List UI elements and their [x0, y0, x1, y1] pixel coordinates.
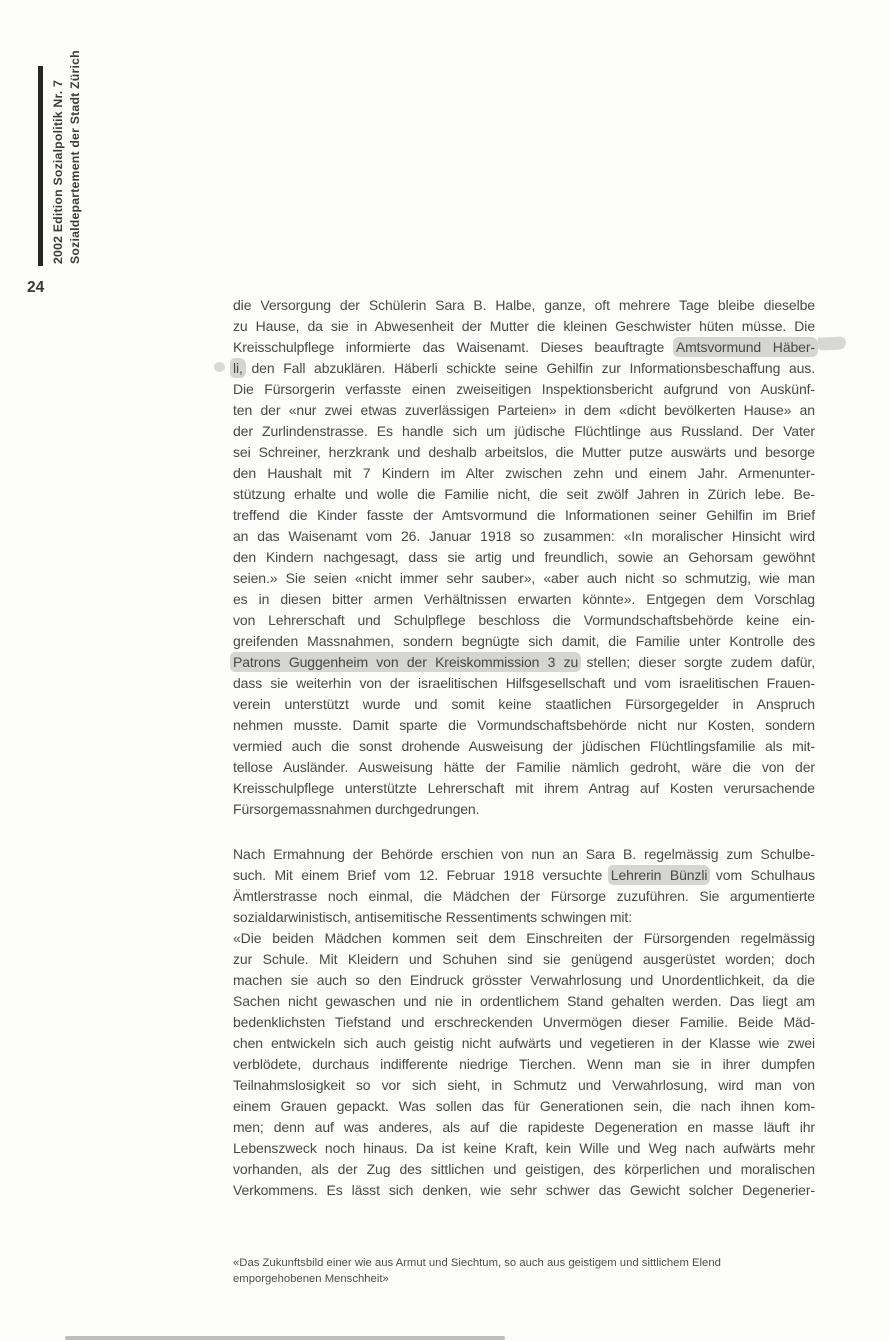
- text-segment: Sachen nicht gewaschen und nie in ordentlichem Stand gehalten werden. Das liegt am: [233, 993, 815, 1009]
- text-segment: einem Grauen gepackt. Was sollen das für Generationen sein, die nach ihnen kom-: [233, 1098, 815, 1114]
- text-line: [233, 547, 815, 568]
- highlighted-text: li,: [230, 358, 246, 378]
- text-segment: stützung erhalte und wolle die Familie nicht, die seit zwölf Jahren in Zürich lebe. Be-: [233, 486, 815, 502]
- text-line: [233, 505, 815, 526]
- text-line: [233, 1180, 815, 1201]
- text-segment: Kreisschulpflege informierte das Waisenamt. Dieses beauftragte: [233, 339, 676, 355]
- text-segment: zu Hause, da sie in Abwesenheit der Mutter die kleinen Geschwister hüten müsse. Die: [233, 318, 815, 334]
- text-line: [233, 799, 815, 820]
- text-segment: nehmen musste. Damit sparte die Vormundschaftsbehörde nicht nur Kosten, sondern: [233, 717, 815, 733]
- text-segment: tellose Ausländer. Ausweisung hätte der Familie nämlich gedroht, wäre die von der: [233, 759, 815, 775]
- text-line: [233, 991, 815, 1012]
- text-line: [233, 928, 815, 949]
- text-line: [233, 652, 815, 673]
- text-line: [233, 694, 815, 715]
- text-line: [233, 400, 815, 421]
- text-line: [233, 442, 815, 463]
- text-segment: Kreisschulpflege unterstützte Lehrerschaft mit ihrem Antrag auf Kosten verursachende: [233, 780, 815, 796]
- text-segment: die Versorgung der Schülerin Sara B. Halbe, ganze, oft mehrere Tage bleibe dieselbe: [233, 297, 815, 313]
- text-line: [233, 1117, 815, 1138]
- text-line: [233, 1096, 815, 1117]
- text-line: [233, 757, 815, 778]
- text-segment: sei Schreiner, herzkrank und deshalb arbeitslos, die Mutter putze auswärts und besorge: [233, 444, 815, 460]
- highlighted-text: Patrons Guggenheim von der Kreiskommission 3 zu: [230, 652, 581, 672]
- spine-rule: [38, 66, 43, 266]
- text-line: [233, 865, 815, 886]
- text-segment: bedenklichsten Tiefstand und erschreckenden Unvermögen dieser Familie. Beide Mäd-: [233, 1014, 815, 1030]
- highlighted-text: Amtsvormund Häber-: [673, 337, 818, 357]
- text-segment: der Zurlindenstrasse. Es handle sich um jüdische Flüchtlinge aus Russland. Der Vater: [233, 423, 815, 439]
- text-segment: an das Waisenamt vom 26. Januar 1918 so zusammen: «In moralischer Hinsicht wird: [233, 528, 815, 544]
- spine-line-department: Sozialdepartement der Stadt Zürich: [68, 50, 82, 264]
- text-segment: Verkommens. Es lässt sich denken, wie sehr schwer das Gewicht solcher Degenerier-: [233, 1182, 815, 1198]
- text-line: [233, 715, 815, 736]
- text-line: [233, 379, 815, 400]
- text-line: [233, 568, 815, 589]
- text-segment: Fürsorgemassnahmen durchgedrungen.: [233, 801, 480, 817]
- text-segment: verein unterstützt wurde und somit keine staatlichen Fürsorgegelder in Anspruch: [233, 696, 815, 712]
- text-line: [233, 949, 815, 970]
- text-segment: treffend die Kinder fasste der Amtsvormund die Informationen seiner Gehilfin im Brief: [233, 507, 815, 523]
- text-line: [233, 1033, 815, 1054]
- footnote: [233, 1256, 803, 1287]
- text-segment: zur Schule. Mit Kleidern und Schuhen sind sie genügend ausgerüstet worden; doch: [233, 951, 815, 967]
- text-segment: dass sie weiterhin von der israelitischen Hilfsgesellschaft und vom israelitischen Frauen-: [233, 675, 815, 691]
- text-line: [233, 1054, 815, 1075]
- text-segment: verblödete, durchaus indifferente niedrige Tierchen. Wenn man sie in ihrer dumpfen: [233, 1056, 815, 1072]
- text-segment: den Haushalt mit 7 Kindern im Alter zwischen zehn und einem Jahr. Armenunter-: [233, 465, 815, 481]
- text-line: [233, 907, 815, 928]
- text-line: [233, 1012, 815, 1033]
- text-segment: Die Fürsorgerin verfasste einen zweiseitigen Inspektionsbericht aufgrund von Auskünf-: [233, 381, 815, 397]
- text-segment: greifenden Massnahmen, sondern begnügte sich damit, die Familie unter Kontrolle des: [233, 633, 815, 649]
- text-line: [233, 1138, 815, 1159]
- text-line: [233, 610, 815, 631]
- footnote-line: «Das Zukunftsbild einer wie aus Armut und Siechtum, so auch aus geistigem und sittlichem Elend: [233, 1257, 721, 1269]
- text-line: [233, 631, 815, 652]
- text-segment: Nach Ermahnung der Behörde erschien von nun an Sara B. regelmässig zum Schulbe-: [233, 846, 815, 862]
- text-line: [233, 316, 815, 337]
- text-line: [233, 1159, 815, 1180]
- scan-edge-artifact: [65, 1336, 505, 1340]
- paragraph: [233, 844, 815, 1201]
- footnote-line: emporgehobenen Menschheit»: [233, 1272, 389, 1285]
- text-segment: Teilnahmslosigkeit so vor sich sieht, in Schmutz und Verwahrlosung, wird man von: [233, 1077, 815, 1093]
- text-line: [233, 589, 815, 610]
- text-segment: Lebenszweck noch hinaus. Da ist keine Kraft, kein Wille und Weg nach aufwärts mehr: [233, 1140, 815, 1156]
- text-segment: men; denn auf was anderes, als auf die rapideste Degeneration en masse läuft ihr: [233, 1119, 815, 1135]
- text-line: [233, 421, 815, 442]
- text-segment: such. Mit einem Brief vom 12. Februar 1918 versuchte: [233, 867, 611, 883]
- text-line: [233, 463, 815, 484]
- text-line: [233, 526, 815, 547]
- text-segment: den Kindern nachgesagt, dass sie artig und freundlich, sowie an Gehorsam gewöhnt: [233, 549, 815, 565]
- text-line: [233, 358, 815, 379]
- text-segment: Ämtlerstrasse noch einmal, die Mädchen der Fürsorge zuzuführen. Sie argumentierte: [233, 888, 815, 904]
- text-line: [233, 673, 815, 694]
- page-number: 24: [27, 279, 45, 296]
- text-line: [233, 886, 815, 907]
- text-line: [233, 970, 815, 991]
- text-segment: machen sie auch so den Eindruck grösster Verwahrlosung und Unordentlichkeit, da die: [233, 972, 815, 988]
- highlighted-text: Lehrerin Bünzli: [608, 865, 711, 885]
- text-line: [233, 778, 815, 799]
- text-segment: «Die beiden Mädchen kommen seit dem Einschreiten der Fürsorgenden regelmässig: [233, 930, 815, 946]
- text-line: [233, 295, 815, 316]
- text-segment: es in diesen bitter armen Verhältnissen erwarten könnte». Entgegen dem Vorschlag: [233, 591, 815, 607]
- text-segment: chen entwickeln sich auch geistig nicht aufwärts und vegetieren in der Klasse wie zwei: [233, 1035, 815, 1051]
- text-segment: von Lehrerschaft und Schulpflege beschloss die Vormundschaftsbehörde keine ein-: [233, 612, 815, 628]
- text-segment: stellen; dieser sorgte zudem dafür,: [578, 654, 816, 670]
- text-segment: den Fall abzuklären. Häberli schickte seine Gehilfin zur Informationsbeschaffung aus.: [242, 360, 815, 376]
- spine-line-edition: 2002 Edition Sozialpolitik Nr. 7: [51, 79, 65, 264]
- text-segment: seien.» Sie seien «nicht immer sehr sauber», «aber auch nicht so schmutzig, wie man: [233, 570, 815, 586]
- edition-spine-text: [50, 50, 88, 264]
- text-line: [233, 844, 815, 865]
- text-line: [233, 736, 815, 757]
- text-segment: ten der «nur zwei etwas zuverlässigen Parteien» in dem «dicht bevölkerten Hause» an: [233, 402, 815, 418]
- text-line: [233, 337, 815, 358]
- text-line: [233, 484, 815, 505]
- text-segment: vom Schulhaus: [707, 867, 815, 883]
- paragraph: [233, 295, 815, 820]
- text-line: [233, 1075, 815, 1096]
- text-segment: sozialdarwinistisch, antisemitische Ressentiments schwingen mit:: [233, 909, 632, 925]
- text-segment: vermied auch die sonst drohende Ausweisung der jüdischen Flüchtlingsfamilie als mit-: [233, 738, 815, 754]
- text-segment: vorhanden, als der Zug des sittlichen und geistigen, des körperlichen und moralischen: [233, 1161, 815, 1177]
- body-text: [233, 295, 815, 1201]
